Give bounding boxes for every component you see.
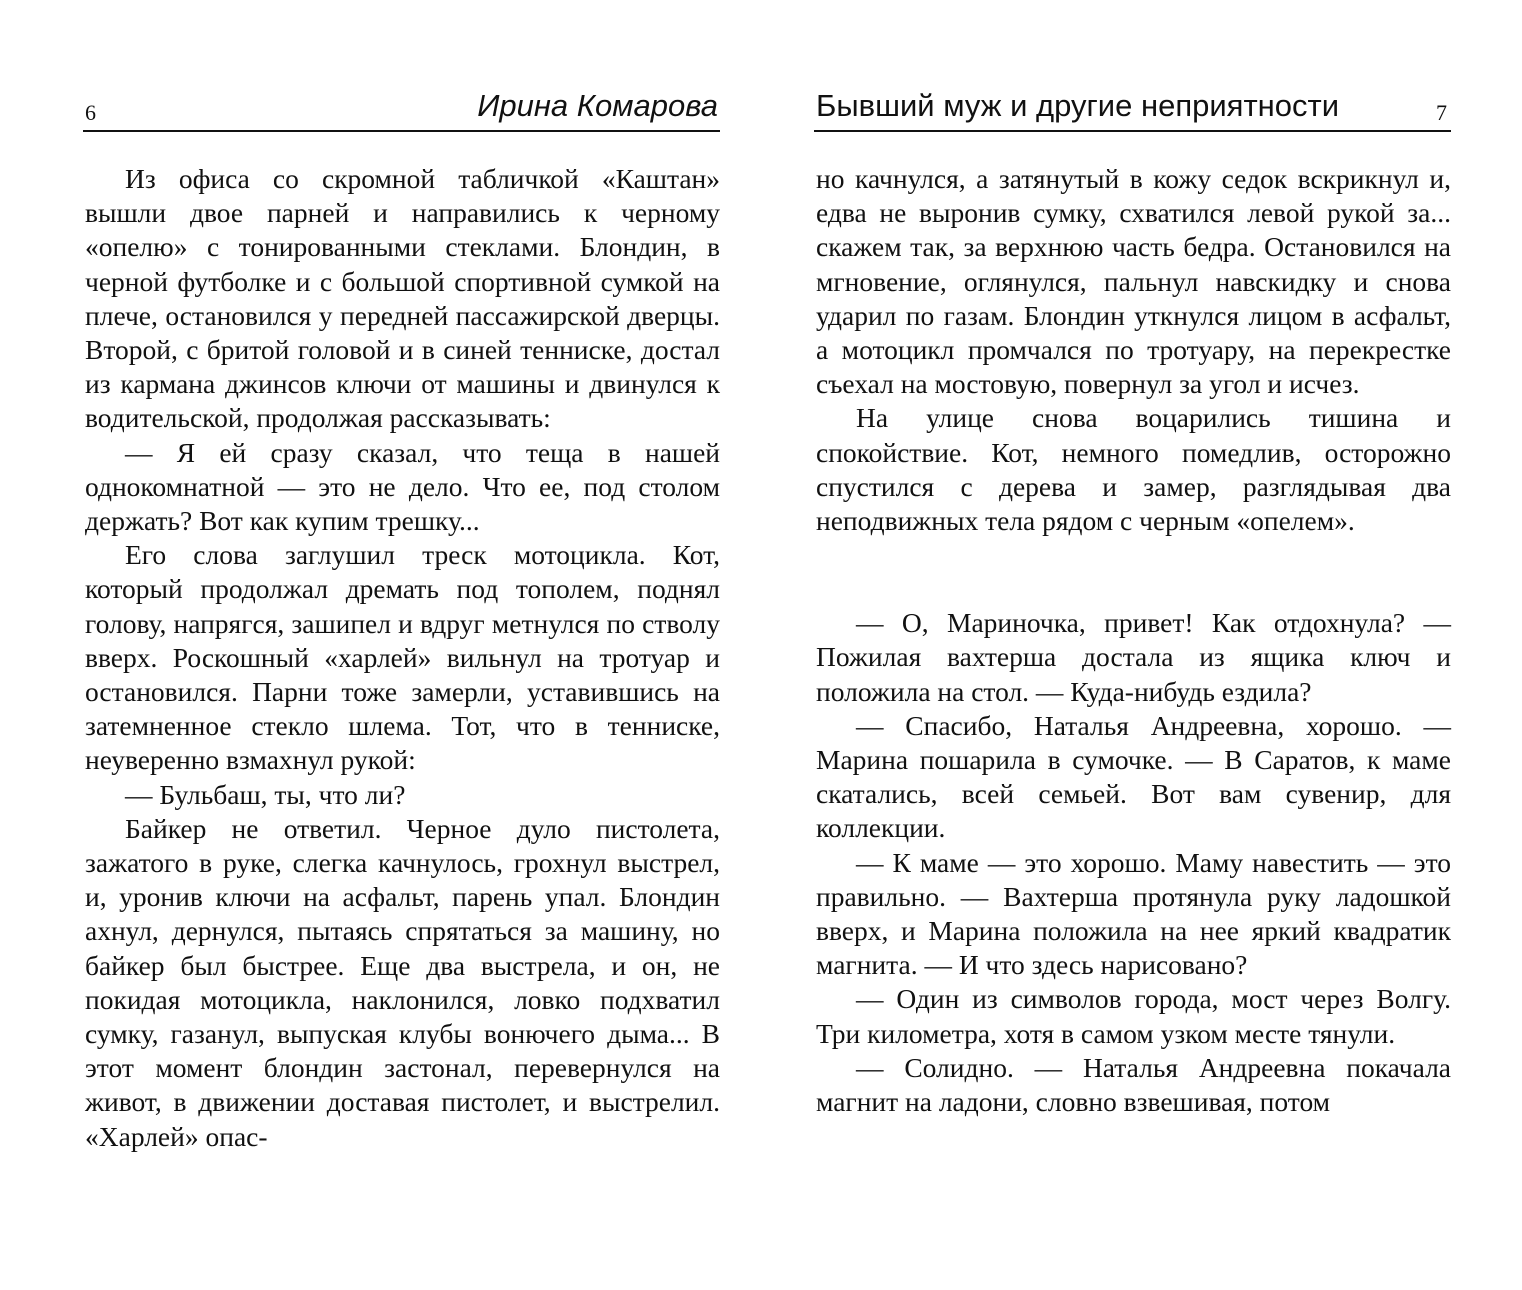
author-running-title: Ирина Комарова bbox=[477, 88, 718, 123]
paragraph: — Солидно. — Наталья Андреевна покачала магнит на ладони, словно взвешивая, потом bbox=[816, 1051, 1451, 1118]
paragraph: Из офиса со скромной табличкой «Каштан» вышли двое парней и направились к черному «опелю» с тонированными стеклами. Блондин, в черной футболке и с большой спортивной сумкой на плече, остановился у передней пассажирской дверцы. Второй, с бритой головой и в синей тенниске, достал из кармана джинсов ключи от машины и двинулся к водительской, продолжая рассказывать: bbox=[85, 163, 720, 434]
page-number: 7 bbox=[1436, 100, 1447, 125]
paragraph: Его слова заглушил треск мотоцикла. Кот, который продолжал дремать под тополем, поднял голову, напрягся, зашипел и вдруг метнулся по стволу вверх. Роскошный «харлей» вильнул на тротуар и остановился. Парни тоже замерли, уставившись на затемненное стекло шлема. Тот, что в тенниске, неуверенно взмахнул рукой: bbox=[85, 539, 720, 776]
paragraph: — Я ей сразу сказал, что теща в нашей однокомнатной — это не дело. Что ее, под столом держать? Вот как купим трешку... bbox=[85, 436, 720, 537]
left-page-text bbox=[85, 162, 720, 1154]
paragraph-continued: но качнулся, а затянутый в кожу седок вскрикнул и, едва не выронив сумку, схватился левой рукой за... скажем так, за верхнюю часть бедра. Остановился на мгновение, оглянулся, пальнул навскидку и снова ударил по газам. Блондин уткнулся лицом в асфальт, а мотоцикл промчался по тротуару, на перекрестке съехал на мостовую, повернул за угол и исчез. bbox=[816, 163, 1451, 400]
paragraph: Байкер не ответил. Черное дуло пистолета, зажатого в руке, слегка качнулось, грохнул выстрел, и, уронив ключи на асфальт, парень упал. Блондин ахнул, дернулся, пытаясь спрятаться за машину, но байкер был быстрее. Еще два выстрела, и он, не покидая мотоцикла, наклонился, ловко подхватил сумку, газанул, выпуская клубы вонючего дыма... В этот момент блондин застонал, перевернулся на живот, в движении доставая пистолет, и выстрелил. «Харлей» опас- bbox=[85, 812, 720, 1152]
paragraph: — Один из символов города, мост через Волгу. Три километра, хотя в самом узком месте тянули. bbox=[816, 983, 1451, 1049]
right-page bbox=[761, 0, 1522, 1290]
left-page-header bbox=[83, 86, 720, 132]
paragraph: — К маме — это хорошо. Маму навестить — это правильно. — Вахтерша протянула руку ладошкой вверх, и Марина положила на нее яркий квадратик магнита. — И что здесь нарисовано? bbox=[816, 846, 1451, 981]
paragraph: — О, Мариночка, привет! Как отдохнула? — Пожилая вахтерша достала из ящика ключ и положила на стол. — Куда-нибудь ездила? bbox=[816, 607, 1451, 707]
paragraph: — Бульбаш, ты, что ли? bbox=[125, 778, 406, 810]
page-number: 6 bbox=[85, 100, 96, 125]
book-running-title: Бывший муж и другие неприятности bbox=[816, 88, 1340, 123]
right-page-text bbox=[816, 162, 1451, 1119]
paragraph: На улице снова воцарились тишина и спокойствие. Кот, немного помедлив, осторожно спустился с дерева и замер, разглядывая два неподвижных тела рядом с черным «опелем». bbox=[816, 402, 1451, 537]
paragraph: — Спасибо, Наталья Андреевна, хорошо. — Марина пошарила в сумочке. — В Саратов, к маме скатались, всей семьей. Вот вам сувенир, для коллекции. bbox=[816, 709, 1451, 844]
right-page-header bbox=[814, 86, 1451, 132]
section-break bbox=[816, 538, 1451, 606]
